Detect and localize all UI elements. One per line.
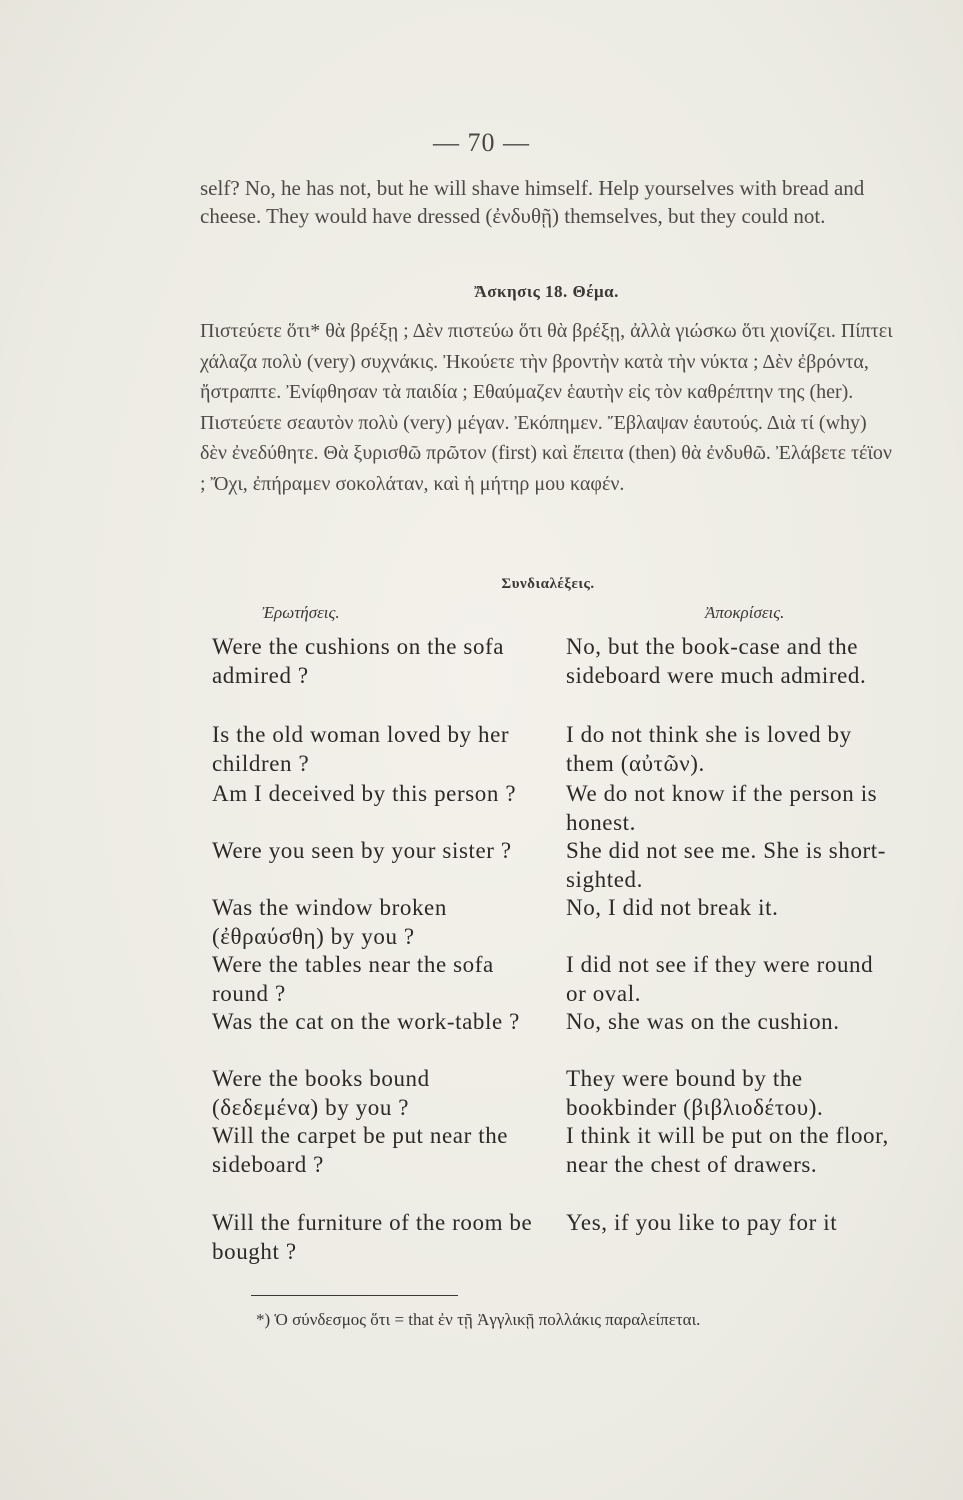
question-item: Were the cushions on the sofa admired ? [212, 634, 505, 688]
question-item: Am I deceived by this person ? [212, 781, 517, 806]
answer-item: She did not see me. She is short-sighted. [566, 838, 887, 892]
answer-item: I did not see if they were round or oval. [566, 952, 874, 1006]
questions-heading: Ἐρωτήσεις. [262, 603, 340, 622]
answer-item: No, she was on the cushion. [566, 1009, 840, 1034]
question-item: Was the cat on the work-table ? [212, 1009, 520, 1034]
exercise-title: Ἄσκησις 18. Θέμα. [474, 282, 619, 301]
question-item: Were the tables near the sofa round ? [212, 952, 494, 1006]
answer-item: I think it will be put on the floor, near the chest of drawers. [566, 1123, 889, 1177]
footnote: *) Ὁ σύνδεσμος ὅτι = that ἐν τῇ Ἀγγλικῇ πολλάκις παραλείπεται. [256, 1310, 701, 1329]
answer-item: We do not know if the person is honest. [566, 781, 878, 835]
exercise-continuation-text: self? No, he has not, but he will shave himself. Help yourselves with bread and cheese. They would have dressed (ἐνδυθῇ) themselves, but they could not. [200, 176, 865, 228]
question-item: Was the window broken (ἐθραύσθη) by you ? [212, 895, 447, 949]
question-item: Were you seen by your sister ? [212, 838, 512, 863]
footnote-divider [251, 1295, 458, 1296]
answer-item: No, but the book-case and the sideboard were much admired. [566, 634, 867, 688]
answers-heading: Ἀποκρίσεις. [705, 603, 785, 622]
question-item: Were the books bound (δεδεμένα) by you ? [212, 1066, 430, 1120]
answer-item: No, I did not break it. [566, 895, 779, 920]
answer-item: Yes, if you like to pay for it [566, 1210, 838, 1235]
question-item: Will the carpet be put near the sideboard ? [212, 1123, 509, 1177]
greek-exercise-paragraph: Πιστεύετε ὅτι* θὰ βρέξῃ ; Δὲν πιστεύω ὅτι θὰ βρέξῃ, ἀλλὰ γιώσκω ὅτι χιονίζει. Πίπτει χάλαζα πολὺ (very) συχνάκις. Ἠκούετε τὴν βροντὴν κατὰ τὴν νύκτα ; Δὲν ἐβρόντα, ἤστραπτε. Ἐνίφθησαν τὰ παιδία ; Εθαύμαζεν ἑαυτὴν εἰς τὸν καθρέπτην της (her). Πιστεύετε σεαυτὸν πολὺ (very) μέγαν. Ἐκόπημεν. Ἔβλαψαν ἑαυτούς. Διὰ τί (why) δὲν ἐνεδύθητε. Θὰ ξυρισθῶ πρῶτον (first) καὶ ἔπειτα (then) θὰ ἐνδυθῶ. Ἐλάβετε τέϊον ; Ὄχι, ἐπήραμεν σοκολάταν, καὶ ἡ μήτηρ μου καφέν. [200, 320, 893, 495]
page-number: — 70 — [433, 128, 530, 157]
answer-item: They were bound by the bookbinder (βιβλιοδέτου). [566, 1066, 824, 1120]
answer-item: I do not think she is loved by them (αὐτῶν). [566, 722, 852, 776]
question-item: Will the furniture of the room be bought ? [212, 1210, 533, 1264]
question-item: Is the old woman loved by her children ? [212, 722, 510, 776]
conversations-title: Συνδιαλέξεις. [501, 576, 595, 592]
